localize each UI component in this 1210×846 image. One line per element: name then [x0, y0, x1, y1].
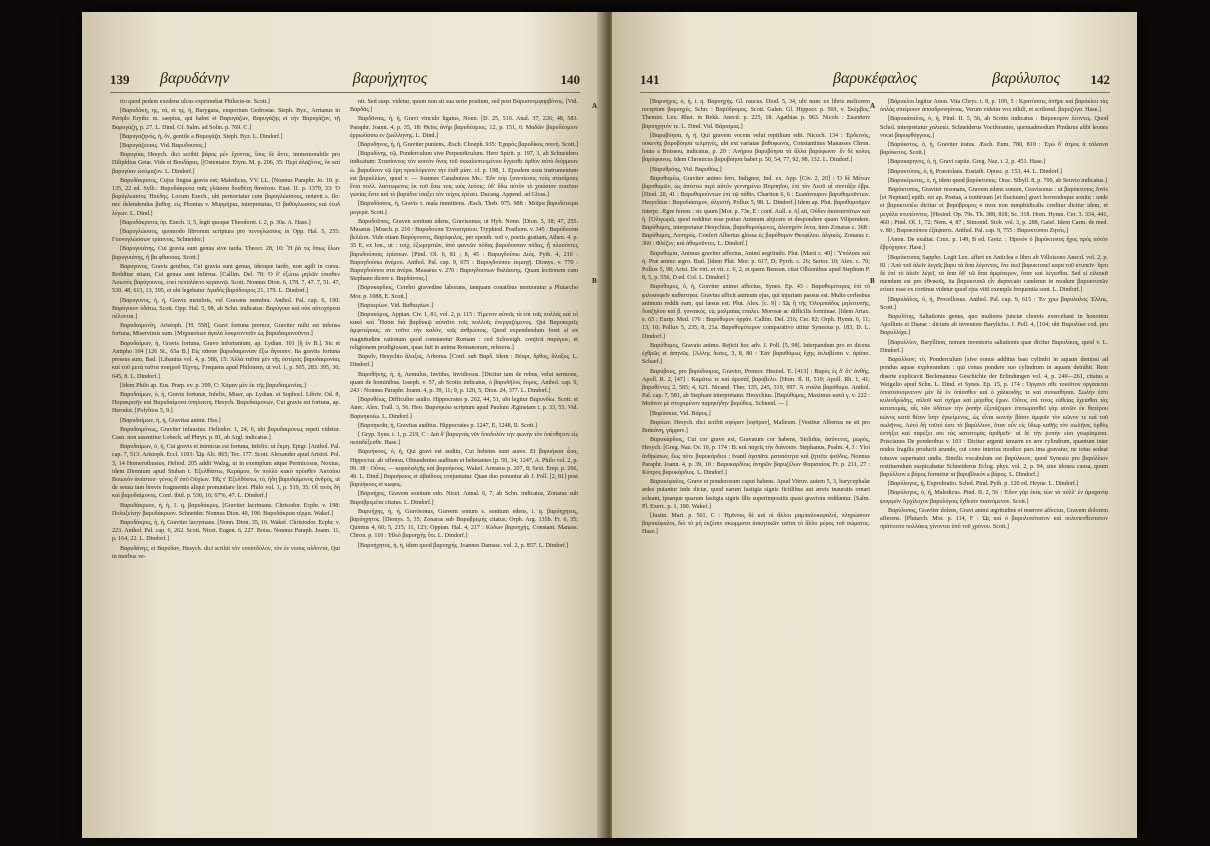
dictionary-entry: [Βαρυκάναλος, ὁ, ἡ, Pind. II. 5, 56, ab Scotto indicatus : Βαρυκομπν λέοντες. Quod Schol. interpretatur χαλαπέι. Schneiderus Vociferantes, quemadmodum Pindarus alibi leones vocat βαρυφθόγγους.] — [880, 116, 1108, 139]
dictionary-entry: Βαρυδάκρυς, ἡ, ἡ, Graviter lacrymans. [Nonn. Dion. 35, 16. Wakef. Christodor. Ecphr. v. 223. Anthol. Pal. cap. 6, 262. Scott. Nicet. Eugen. 6, 227. Boiss. Nonnus Paraph. Joann. 11, p. 164, 22. L. Dindorf.] — [112, 519, 340, 543]
running-head-word: βαρυήχητος — [352, 70, 428, 87]
dictionary-entry: Βαρυδαιμονίη, Aristoph. [Ἡ. 558], Gravi fortuna premor, Graviter mihi est infensa fortuna, Miservimis sum. [Μηρικοὺων ἀγαλὰ λυκμτοντοῦν ὡς βαρυδαιμονοῦντα.] — [112, 323, 340, 338]
right-page — [612, 12, 1132, 838]
margin-marker: B — [870, 277, 875, 285]
margin-marker: B — [592, 277, 597, 285]
dictionary-entry: [Βαρυγαζηνός, ἡ, ὄν, gentile a Βαρυγάζα. Steph. Byz. L. Dindorf.] — [120, 133, 283, 140]
dictionary-entry: Βαρυδοῦπος, Graven sonitum edens, Gravisonus; ut Hyb. Nonn. [Dion. 5, 38; 47, 255. Musæus. [Musch. p. 216 : Βαρυδουπα Ἐννοσιγαίου. Tryphiod. Posthom. v. 345 : Βαρύδουπα βελέεσι. Vide etiam Βαρύγουνος, Βαρύφολος, per epenth. τοῦ ν, poetis gratiam, Athen. 4. p. 35 E, ex Ion., ut : τοίχ, ἐξωμηστῶν, ἀπὸ φαντῶν πόδας βαρυδουπαν πόδας, ᾗ πλυσόντες βαρυδούπους ἐρίσσων. [Pind. Ol. 6, 81 ; 8, 45 : Βαρυγδούπω Διός. Pyth. 4, 210 : Βαρυγδούπω ἀνέμου. Anthol. Pal. cap. 9, 675 : Βαρυγδούπου ἐκμαγῇ. Dionys. v. 770 : Βαρυγδούπου στα ἀνέρα. Musaeus v. 270 : Βαρυγδουπων θαλάσσης. Quam lectionem cum Stephano dicere ε. Βαρδάνους.] — [350, 218, 578, 283]
dictionary-entry: Βαρυήκοος, ὁ, ἡ, Qui gravi est auditu, Cui hebetes sunt aures. Et βαρυήκοα ὦτα, Hippocrat. ab offensu, Obtundentes auditum et hebetantes [p. 50, 34; 1247, A. Philo vol. 2, p. 99. 38 : Οὖτος — κεφαλαλγῆς καὶ βαρυήκοος. Wakef. Aretæus p. 207, 8; Sext. Emp. p. 266, 49. L. Dind.] Βαρυήκοος et ἀβαίδους conjuntatur. Quae duo ponuntur ab J. Poll. [2, 81] post βαρυήκοος et κωφος. — [350, 449, 578, 489]
running-head-word: βαρυδάνην — [160, 70, 230, 87]
running-head-word: βαρύλυπος — [992, 70, 1060, 87]
dictionary-entry: [Βαρυδίνης, τῷ, Ponderculum sive Perpendiculum. Hero Spirit. p. 197, 3, ab Schneidero indicatum: Στασίοντος τὸν κοινὸν ὄνος τοῦ ἐκκαλυπτειμένου ἔγγεσθε ἀρθὸν αὐτὸ διόρμουν ὡ. βαρυδινον τῷ ἐρη προελόμενον τὴν ἐπίθ μίαν. cf. p. 198, 1. Ejusdem usus instrumentum est βαρυλλίων, quod v. — Joannes Canabutzes Ms.: Ἐδν πόρ ξυνεπίεσος τοὺς στασίμους ἕναι πολλ. λαπτωμενος ἐκ τοῦ ἔσω τοις ιοὺς λεόοις: ὑδ' ὕδω αὐτὸν τὸ χοιόσιον ποιεῖται γωνίας ἔστε καὶ τὸ βαρύδνε ἰσαξει τὸν τείχος ἐρέσει. Ducang. Append. ad Gloss.] — [350, 151, 578, 199]
dictionary-entry: [Βαρυγυνος, ἡ, ἡ, Gravis membris, vel Gravans membra. Anthol. Pal. cap. 6, 190: Βαρύγυιον ὑδάτω, Scott. Opp. Hal. 5, 98, ab Schn. indicatus: Βαρύγυια καὶ οὐκ αὐτοχόρεια πέλονται.] — [112, 297, 340, 321]
margin-marker: A — [592, 102, 598, 110]
dictionary-entry: [Βαρύκοτος, ὁ, ἡ, Graviter iratus. Æsch. Eum. 780, 810 : Ἐγὼ δ' ἀτμος ἁ τάλαινα βαρύκοτος. Scott.] — [880, 142, 1108, 157]
dictionary-entry: [Βαρυήχητος, ἡ, ἡ, idem quod βαρυηχής. Joannes Damasc. vol. 2, p. 857. L. Dindorf.] — [358, 542, 569, 549]
dictionary-entry: Βαρυγύας Hesych. dici scribit βάρος μὲν ἔχοντας, ἴσος δὲ ἄντε, immemorabile pro Diliphlius Getæ. Vide et Βουδάρας. [|Ostentator. Etym. M. p. 206, 35: Περὶ ἀλαζόνος, ὅν καὶ βαρυγύαν ώνόμαζον. L. Dindorf.] — [112, 152, 340, 175]
dictionary-entry: Βαρυδαιμόνως, Graviter infaustus. Heliodor. 1, 24, 6, ubi βαρυδαιμόνως repeti videtur. Casn. non assentitur Lobeck. ad Phryn. p. 81, ab Argl. indicatus.] — [112, 426, 340, 441]
dictionary-entry: Βαρυκάρδιος, Cui cor grave est, Gravatum cor habens, Stolidus, ἀσύνετος, μωρὸς, Hesych. [Greg. Naz. Or. 10, p. 174 : Β. καὶ παχεῖς τὴν διάνοιαν. Stephanus, Psalm. 4, 3 : Υἱοὶ ἀνθρώπων, ἕως πότε βαρυκάρδιοι ; Ivantl ἀγαπᾶτε ματαιότητα καὶ ζητεῖτε ψεῦδος. Nonnus Paraphr. Joann. 4, p. 39, 10 : Βαρυκαρδίοις ἀνηρῶν βαρυζέλων Φαρισαίοις Fr. p. 211, 27 : Κύπρος βαρυκάρδιος. L. Dindorf.] — [642, 437, 870, 476]
dictionary-entry: [Βαρύλογος, ἡ, Exprobratio. Schol. Pind. Pyth. p. 120 ed. Heyne. L. Dindorf.] — [888, 481, 1079, 488]
page-number: 141 — [640, 72, 660, 87]
right-page-column-1 — [642, 98, 870, 808]
dictionary-entry: [Βαρυκέρωτες, ὁ, ἡ, idem quod βαρύκτυπος. Orac. Sibyll. 8, p. 700, ab Seuvio indicatus.] — [888, 177, 1107, 184]
dictionary-entry: Βαρυήχης, ἡ, ἡ, Gravisonus, Gravem sonum s. sonitum edens, i. q. βαρύηχητος, βαρύηχητος. [Dionys. 5, 35; Zonaras sub Βαρυβρεμής citatus; Orph. Arg. 135b. Fr. 6, 35; Quintus 4, 60; 5, 215; 11, 123; Oppian. Hal. 4, 217 : Κύδων βαρυηχής. Constant. Manass. Chron. p. 110 : Ἠλιὸ βαρυηχὴς ὅτι. L. Dindorf.] — [350, 508, 578, 540]
dictionary-entry: [Βαρυβόησα, ἡ, ἡ, Qui gravem vocem velut reptilium edit. Nicoch. 134 : Ἐρδεινός, οὐκενὴς βαρυβόησα τελμηνές, ubi ext variatas βαθυφωνός. Constantinus Manasses Chron. louto a Boissou, indicatus, p. 20 : Ἀνήρου βαρυβόησα τὰ ἄλλα βαρύφωνα· ἔν δὲ κόλος βαρύφοινος. Idem Chronicus βαρυβόησα habet p. 50, 54, 77, 92, 98, 132. L. Dindorf.] — [642, 132, 870, 164]
dictionary-entry: [Βαρυγλώσσος, quomodo librorum scriptura pro πενυγλώσσος in Opp. Hal. 5, 255: Γουνυγλώσσων τρίαινοις. Schneider.] — [112, 229, 340, 244]
dictionary-entry: Βαρύλλιον, τὸ, Ponderculum [sive eonus additus basi cylindri in aquam demissi ad pondus aquae explorandum : qui conus pondere suo cylindrum in aquam deträhit. Rem diserte explicavit Beckmannus Geschichte der Erfindungen vol. 4, p. 240—261, citatus a Weigelio apud Schn. L. Dind. et Synes. Ep. 15, p. 174 : Ὀργανο σθε τοιοῦτον οργασεται ὁποσεσοσμνενον μὲν δὲ ἐν ὀπίσσθεν καὶ ὁ χάλκοιδής τε καὶ συνκαθήσαι. Σωλήν ἐστι κυλινδρώδης, αὐλοῦ καὶ σχήμα καὶ μέγεθος ἔχων. Οὗτος ἐπὶ τινος εὐθείας ἔχεισθαι τὰς κατατομάς, αἷς τῶν ὑδάτων τὴν ῥοπὴν ἐξετάζομεν ἐπιπωμασθεῖ γὰρ αὐτῶν ἐκ θατέρου κώνος κατὰ θέσιν ἴσην ἐγκείμενος, ὡς εἶναι κοινὴν βάσιν ἀμφοῖν τὸν κῶνον τε καὶ τοῦ σωλῆνος. Αὐτὸ δὴ τοῦτό ἐστι τὸ βαρύλλιον, ὅταν οὖν εἰς ὕδωρ καθῇς τὸν σωλῆνα, ὀρθὸς ἑστήξει καὶ παρέξει σοι τὰς κατατομὰς ἀριθμεῖν· αἱ δὲ τὴν ῥοπὴν εἰσι γνωρίσματα. Priscianus De ponderibus v. 103 : Dicitur argenti tenuem ex ære cylindrum, quantum inter nodos fragilis producit arundo, cui cono interius modico pars ima gravatur, ne totus sedeat totusve supernatet undis. Similis vocabulum est βαρύλκιον, quod Synesio pro βαρύλλιον restituendum suspicabatur Schneiderus Eclog. phys. vol. 2, p. 94, sine idonea causa, quum βαρύλλιον a βάρος formetur ut βαρυβλικόν a βάρος. L. Dindorf.] — [880, 357, 1108, 478]
dictionary-entry: Βαρύθυμος, ὁ, ἡ, Graviter animo affectus, Synes. Ep. 43 : Βαρυθυμότερος ἐπὶ τὸ φιλοσοφεῖν καθιστηκα. Gravius afficit animum ejus, qui injuriam passus est. Multo cerlesbus animum reddit eam, qui læsus est. Plut. Alex. [c. 9] : Ὡς ἢ τῆς Ὀλυμπιάδος μηλοτυπῆς, δυσζηλου καὶ β. γυναικός. εἰς μαλμαίας επαλει. Morosæ ac difficilis forminae. [Idem Artax. e. 65 ; Eurip. Med. 176 : Βαρύθυμον ὀργάν. Callim. Del. 216; Cer. 82; Orph. Hymn. 6, 11; 13, 10; Pollux 5, 235; 8, 21a. Βαρυθυμότερον comparativo utitur Synesius p. 183, D. L. Dindorf.] — [642, 284, 870, 340]
dictionary-entry: [Βαρυθέως, Difficulter audio. Hippocrates p. 262, 44, 51, ubi legitur Βαρυνδίω. Scott. et Anec. Alex. Trall. 3, 56. Heo. Βαρυηκόω scriptum apud Paulum Æginetam t. p. 33, 55. Vid. Βαρυηκοέω. L. Dindorf.] — [350, 397, 578, 420]
dictionary-entry: [Βαρυδαίμων, ἡ, ἡ, Gravitas animi. Hes.] — [120, 417, 221, 424]
dictionary-entry: Βαρύθυμος, Gravato animo. Rejicit hoc adv. J. Poll. [5, 98]. Interpandum pro eo dicens ἐχθρῶς et ἀπηνῶς. [Άλλης δεσες, 3, 8, 80 : Ἐάν βαρυθύμως ἔχῃς ἐκλαβέσαι ν. ἀράπο. Schaef.] — [642, 342, 870, 366]
left-page-column-2 — [350, 98, 578, 808]
dictionary-entry: [Βαρυγυιάτης, Cui gravia sunt genua sive tarda. Theocr. 28, 10: Ἦ ῥά τις ὅπως ἔλων βαρυγυιάτης, ἢ βα φθαοσας. Scott.] — [112, 246, 340, 261]
dictionary-entry: Βαρυθυμέω, Graviter animo fero, Indignor, Ind. ex. App. [Civ. 2, 20] : Ὁ δὲ Μέτων βαρυθυμῶν, ὡς ἀπέστω περὶ αὐτὸν γεννημένω Πομπηΐου, ἐπὶ τὸν Λεοῦ αἶ συντάξα ἐβρι. [Diod. 20, 41 : Βαρυθυμούντων ἐπὶ τῷ πάθει. Chariton 6, 6 : Σωσάνουρον βαρυθυμοῦντων. Hesychius : Βαρυδιάσιμον, ἀλγιστή. Pollux 5, 98. L. Dindorf.] Idem ap. Plut. βαρυθυμοῦμεν interpr. Ægre ferens : sic quum [Mor. p. 73e, E : conf. Aull. e. 6] ait, Οὐδεν ἀκαταστάτων καὶ ἡ. [Ὀλιγωρῶ, quod redditur esse potius Animum abjicere et despondere quam Vilipendere. Βαρύθυμος, interpretatur Hesychius, βαρυθυμούμενος, ἀλυπηρὸν ὄντα, item Zonaras c. 368 : Βαρύθυμος, Λυπηρὸς. Confert Albertus glossa ἐς βαρύθυμον Θεοφίλου. ἀλγικός. Zonaras c. 360 : Φλέζεν, καὶ ἀθυμοῦντες. L. Dindorf.] — [642, 175, 870, 248]
page-number: 139 — [110, 72, 130, 87]
dictionary-entry: [Βαρυκαρδιος, Cerebri gravedine laborans, tanquam conatibus memoratur a Plutarcho Mor. p. 1088, E. Scott.] — [350, 285, 578, 300]
dictionary-entry: Βαρυλίτης, Saltationis genus, quo mulieres junctæ choreis exercebant in honorem Apollinis et Dianæ : dictum ab inventore Barylicho. J. Poll. 4, [104; ubi Βαρυλίκα cod. pro Βαρυλλίχα.] — [880, 314, 1108, 337]
dictionary-entry: [Βάρυκλοι legitur Anon. Vita Chrys. t. 8, p. 109, 5 : Κρατύσσες ἀπῆρε καὶ βαρύκλοι τὰς ὁπλὰς σπείροιον ἀποσδρονηάνιας. Verum videtur vox nihili, et scribend. βαρυζύγα. Hase.] — [880, 99, 1108, 114]
left-page — [82, 12, 602, 838]
dictionary-entry: [Βαρυδόσαος, ἡ, Gravis τ. mala immittens. Æsch. Theb. 975. 988 : Μοῖρα βαρυδότειρα μογερά. Scott.] — [350, 201, 578, 216]
dictionary-entry: [Justin. Mart. p. 561, C : Ἡμῖνους δὲ καὶ οἱ ἄλλοι μαμπαλοκεφαλοί, πληρώσουν βαρυκέφαλοι, διὸ τὸ μὴ ἐκζέσιν σκωμματα ἀσκητικῶν ταῦτα τὸ ἄλλο μέρος τοῦ σώματος. Hase.] — [642, 512, 870, 536]
dictionary-entry: [ Gryp. Syns. t. 1, p. 219, C : Διὰ δ' βαρυγνάς νῦν ὅποδολόν τὴν φωνὴν τὸν ὀπένθητον εἰς πεπαδέξεσθε. Hase.] — [350, 431, 578, 447]
left-page-column-1 — [112, 98, 340, 808]
dictionary-entry: Βαρύβους, pro βαρύδουμος, Gravior, Premor. Hesiod. Ἐ. [413] : Βαρὺς ἐς δ' ὅτ' ἀνθής. Apoll. R. 2, [47] : Καμάτω τε καὶ ἀρεσάξ βαρύβελο. [Hom. Il. II, 519; Apoll. Rh. 1, 41; βαρυθέντες 2, 585; 4, 621. Nicand. Ther. 135, 245, 319, 997. Ἀ στάλα βαρύθυμα. Anthol. Pal. cap. 7, 581, ab Stephani interpretatur. Hesychius. [Βαρύθυμος, Maximus κατά γ. v. 222 : Μοῦνον μὲ στοχαμένον παρηκήδην βαρύθεις. Schneid. — ] — [642, 368, 870, 408]
dictionary-entry: [Βαρυθρόης, Vid. Βαρυθόις.] — [650, 166, 722, 173]
dictionary-entry: [Βαρυδηνος, ἡ, ἡ, Graviter puniens, Æsch. Choeph. 935: Ἐχαρὸς βαρυδίκος ποινή. Scott.] — [358, 142, 578, 149]
dictionary-entry: Βαρύκτυπος, Graviter resonans, Gravem edens sonum, Gravisonus : ut βαρύκτυπος Jovis [et Neptuni] epith. est ap. Poetas, a tonitruum [et fluctuum] gravi horrendoque sonitu : unde et βαρυκτυπέω dicitur et βαρύβρομος e mox non mmphidicalis creditur dicitur idem, et μεγάλα κτυπέοντος. [Hesiod. Op. 79s. Th. 388, 818; Sc. 318. Hom. Hymn. Cer. 3. 334, 441, 460 ; Pind. Ol. 1, 72; Nem. 4, 87 ; Simonid. Stob. vol. 3, p. 288, Gaisf. Idem Carm. de med. v. 80 ; Βαρυκτύπου ἐξάψαστι. Anthol. Pal. cap. 9, 755 : Βαρυκτύπου Ζηνός.] — [880, 187, 1108, 235]
dictionary-entry: [Βαρύσκια, Vid. Βάρυς.] — [650, 410, 711, 417]
margin-marker: A — [870, 102, 876, 110]
dictionary-entry: [Βαρυδάκρυτος ὀρ. Ezech. 3, 5, legit quoque Theodoret. t. 2, p. 30a. A. Hase.] — [120, 219, 311, 226]
dictionary-entry: [Βαρυλάλος, ὁ, ἡ, Procellosus. Anthol. Pal. cap. 9, 615 : Ἐν χρω βαρυλαλος Ἑλλας. Scott.] — [880, 296, 1108, 311]
dictionary-entry: [Βαρύλογος, ὁ, ἡ, Maledicus. Pind. II. 2, 56 : Ἐδον γὰρ ἐκὰς ἐὼν τὰ πόλλ' ἐν ἀμαχανίᾳ ψογερὸν Ἀρχίλοχον βαρυλόγοις ἔχθεσιν πιαινόμενον. Scott.] — [880, 490, 1108, 505]
dictionary-entry: Βαρυθήκης, ἡ, ἡ, Aemulus, Invidus, Invidiosus. [Dicitur tam de rebus, velut sermone, quam de hominibus. Ioseph. v. 57, ab Scotto indicatus, ὁ βαρυδῆλος δομος. Anthol. cap. 9, 243 : Nonnus Paraphr. Joann. 4, p. 39, 11; 9, p. 120, 5; Dion. 24, 377. L. Dindorf.] — [350, 371, 578, 394]
dictionary-entry: Βαρυδάκρυον, ἡ, ἡ, 1. q. βαρυδάκρυς. [Graviter lacrimans. Chrisodor. Ecphr. v. 198: Πολυξείνην βαρυδάκρυον. Schneider. Nonnus Dion. 40, 196: Βαρυδάκρυα τέρμα. Wakef.] — [112, 502, 340, 517]
dictionary-entry: [Βαρυκύμος, Appian. Civ. 1, 81, vol. 2, p. 115 : Τίμενον αὐτοῖς τὰ ἐπὶ τοῖς πολλάς καὶ τὸ κακὸ καὶ Ἦσσα διὰ βαρδυκῷ αὐταῖτο τοῖς πολλοῖς ἐνεργαζόμενος. Qui Βαρυκερεῖς ἀμφοτέρους. αν τοῦτο τὴν καλὸν, τοῖς ἀνθρώποις. Quod expendendum foret si ex magnitudine rationum quod constaretur Romam : ced Schweigh. conjicit παρέγων, et religionem prodigiosam, quae fuit in anima Romanorum, referens.] — [350, 312, 578, 351]
right-page-column-2 — [880, 98, 1108, 808]
running-head-word: βαρυκέφαλος — [832, 70, 918, 87]
dictionary-entry: rio quod pedem exedens ulcus exprimebat Philocte-te. Scott.] — [120, 99, 270, 105]
dictionary-entry: [Βαρυήχος, ὁ, ἡ, i. q. Βαρυηχής. Gl. raucus. Diod. 5, 34, ubi nunc ex libris meliorem receptum βαρυηχές. Schn. : Βαρύδρομος. Scott. Galen. Gl. Hippocr. p. 569, v. Σκέμβος. Themist. Lex. Rhet. in Bekk. Anecd. p. 225, 18. Agathias p. 963. Nicols : Σιωπᾶσιν βαρυηχητόν τε. L. Dind. Vid. Βάρισμας.] — [642, 99, 870, 130]
dictionary-entry: Βαρυθυμία, Animus graviter affectus, Animi aegritudo. Plut. [Marii c. 40] : Ὑπόλυσε καὶ ἡ. Præ animo ægro. Bud. [Idem Plut. Mor. p. 617, D; Pyrrh. c. 26; Sertor. 10; Alex. c. 70; Pollux 5, 98; Arist. De virt. et vit. c. 6, 2, et quem Benson. citat Olbionibus apud Stephum P. 8, 5, p. 556, D ed. Col. L. Dindorf.] — [642, 250, 870, 282]
dictionary-entry: Βαρυδάκρυτος, Cujus lingua gravis est; Maledicus, VV. LL. [Nonnus Paraphr. Jo. 10. p. 135, 22 ed. Sylb.: Βαρυδάκρυτα παῖς γλῶσσα δυσθέτη θανάτου. Eust. II. p. 1379, 33: Ὁ βαρύγλωσσος Ἠπέδης. Locum Ezech., ubi pernoctatur cum βαρυγλώσσους, notavit s. Ilo: nec delendendus βαθυχ. είς Phonius v. Μυρμήρια, interpretatus, Ὁ βαθύγλωσσος καὶ ἐτυδ λέγων. L. Dind.] — [112, 177, 340, 217]
dictionary-entry: [Idem Philo ap. Eus. Præp. ev. p. 399, C: Χάραν μὲν ἐκ τῆς βαρυδαιμονίας.] — [120, 382, 306, 389]
dictionary-entry: Βαρυΐν, Hesychio ἄλαξος, Arborea. [Conf. sub Βαρδ. Idem : Βέαρι, δρθος, ἄλαξος. L. Dindorf.] — [350, 354, 578, 369]
dictionary-entry: Βαρυγυνος, Gravis genibus, Cui gravia sunt genua, ideoque tardo, non agili in cursu. Redditur etiam, Cui genua sunt infirma. [Callim. Del. 78: Ὁ δ' ἐξώτω μηλῶν ἐπισθεν Ἀσωπὸς βαρύγουνος, ἐπεί πεπαλάκτο κεραυνῷ. Scott. Nonnus Dion. 6, 178. 7, 47. 7, 51. 47, 530. 48, 613, 13, 395, et ubi legebatur Αγαδός βαρύδουρος 21, 179. L. Dindorf.] — [112, 263, 340, 295]
page-number: 142 — [1090, 72, 1110, 87]
page-number: 140 — [560, 72, 580, 87]
dictionary-entry: [Βαρυκτύπος, ὁ, ἡ, Præstolans. Eustath. Opusc. p. 153, 44. L. Dindorf.] — [888, 168, 1063, 175]
dictionary-entry: [Anon. De exaltat. Crux. p. 149, B ed. Gretz. : Ἠρινόν ὁ βαρύκτυπος ἤχος πρὸς αὐτὸν ἔβρόχησεν. Hase.] — [880, 237, 1108, 252]
dictionary-entry: nit. Sed susp. videtur, quum non sit sua serie positum, sed post Βαρυσυνμφαρβόνος. [Vid. Βαρδᾶς.] — [350, 99, 578, 114]
dictionary-entry: [Βαρυκαρηνος, ὁ, ἡ, Gravi capite. Greg. Naz. t. 2, p. 451. Hase.] — [888, 159, 1046, 166]
dictionary-entry: [Βαρυηκοΐα, ἡ, Gravitas auditus. Hippocrates p. 1247, E, 1248, II. Scott.] — [358, 422, 537, 429]
right-page-header — [640, 70, 1110, 93]
dictionary-entry: Βαρυδαίμων, ὁ, ἡ, Gravis fortunæ, Infelix, Miser, ap. Lydian. et Sophocl. Libriv. Od. 8, Παρακριτῆν καὶ Βαρυδαίμονα ὑπηλεκτη. Hesych. Βαρυδαιμονων, Cui gravis est fortuna, ap. Herodot. [Polybios 5, 9.] — [112, 391, 340, 415]
dictionary-entry: [Βαρυδάκη, ης, τά, et ης, ή, Barygaza, emporium Gedrosiæ. Steph. Byz., Arrianus in Periplo Erythr. m. saepius, qui habet et Βαρυγάζων, Βαρυγάζης et τὴν Βαρυγάζαν, τῇ Βαρυγάζῃ, p. 27. L. Dind. Cf. Salm. ad Solin. p. 769. C.] — [112, 108, 340, 131]
dictionary-entry: [Βαρυήχος, Gravem sonitum edo. Nicet. Annal. 6, 7, ab Schn. indicatus, Zonaras sub Βαρυβρεμέτα citatus. L. Dindorf.] — [350, 491, 578, 506]
dictionary-entry: [Βαρυγάζουσις. Vid. Βαρυδουπος.] — [120, 143, 207, 150]
left-page-header — [110, 70, 580, 93]
dictionary-entry: Βαρύλυπος, Graviter dolens, Gravi animi ægritudine et mœrore affectus, Gravem dolorem afferens. [Plutarch. Mor. p. 114, F : Ὡς καὶ ὁ βαρυλυπότατον καὶ πολυπενθέστατον πράττοιτο πολλάκις γίνονται ὑπὸ τοῦ χρόνου. Scott.] — [880, 507, 1108, 531]
dictionary-entry: [Βαρύκτυπος Sappho. Legit Lex. affert ex Anticlea e libro ab Villoisono Anecd. vol. 2, p. 81 : Ἀπὸ τοῦ ἀλεῖν λεγεῖς βαρυ τὰ ἄπα λέγοντος, ὅτε ἐκεῖ βαρυκτυπεῖ καρα τοῦ κτυπεῖν· ἄρτι δὲ ἐπὶ τὸ ἀλεῖν λέγεῖ, τὰ ἄπα ὄδ' τῶ ἄπα ἀμφότερον, ὅταν καὶ λέγεσθαι. Sed si εἰλοικᾶ mendum est pro ἐθνικοῖς, ita βαρυκτυπῶ εἶν deprecato candemn in modum βαρυκτυπῶν ετίαιν esse ex cortinus videtur quod ejus vitii exempla frequentia sunt. L. Dindorf.] — [880, 254, 1108, 294]
dictionary-entry: Βαρύων. Hesych. dici scribit σφύραν [σφῦραν], Malleum. [Vestitur Albertus ne sit pro Βαϊκάνη, γάμραν.] — [642, 419, 870, 434]
dictionary-entry: [Βαρυλλίον, Barylliion, nomen inventoris saltationis quæ dicitur Βαρυλίκος, quod v. L. Dindorf.] — [880, 339, 1108, 354]
book-spread — [82, 12, 1137, 838]
dictionary-entry: Βαρδᾶναις, ἡ, ἡ, Gravi vinculo ligatus, Nonn. [D. 25, 510. Anal. 37, 226; 48, 583. Paraphr. Joann. 4, p. 35, 18: Θεῖος ἀνὴρ βαρυδέσμιος. 12, p. 151, 6: Μαδῶν βαρυδέσμιον ἐρρωλίσσω εν ζωέλληνης. L. Dind.] — [350, 116, 578, 139]
dictionary-entry: Βαρυδαίμων, ἡ, Gravis fortuna, Gravo infortunium, ap. Lydian. 101 [ἢ ἐν Β.]. Sic et Antipho 104 [126 St., 65a B.] Εἰς πᾶσαν βαρυδαιμονίαν ἔξω ἄγουσιν. Ita graviis fortuna pressus sum, Bad. [Libanius vol. 4, p. 586, 15: Ἀλλὰ ταῦτα μὲν τῆς ὑστέρας βαρυδαιμονίας καὶ τοῦ μετὰ ταῦτα ποιηροῦ Τέχνης. Frequens apud Philonem, ut vol. 1, p. 505, 283. 395, 36; 645, 8. L. Dindorf.] — [112, 340, 340, 380]
dictionary-entry: Βαρυδάνης, et Βαρύδαν, Hesych. dici scribit τὸν νοουτδόλον, τὸν ἐν νοσος αλδοντα, Qui in morbus ve- — [112, 545, 340, 560]
dictionary-entry: Βαρυδαίμων, ὁ, ἡ, Cui gravis et inimicus est fortuna, Infelix: ut ἔκμη. Epigr. [Anthol. Pal. cap. 7, 513: Aristoph. Eccl. 1103: Ὦμ Alc. 865; Tec. 177. Scott. Alexander apud Aristot. Pol. 3, 14 Homerotbusius, Heliod. 205 addit Walzg, ut in exemplum atque Permicosus, Noxius, idem Diomium apud Stuban t. Ἐξελθάστω, Κεράμου, ὃν πολλὸ κακὸ πρὸσθεν Ἀκταίου Βοιωτόν ἀνάστου· γένος δ' ὑπὸ Οὐχίων. Ἠΐς τ' Ἐξελθόστω, τὸ, ἢδη βαρυδαίμονος ἀνδρὸς, ut de sensu tam brevis fragmentis aliqui pronuntiare licet. Philo vol. 1, p. 519, 35: Οἷ τινὸς δὴ καὶ βαρυδαίμονος. Conf. ibid. p. 530, 16; 67%, 47. L. Dindorf.] — [112, 444, 340, 500]
dictionary-entry: [Βαρυερίων. Vid. Βαθυερίων.] — [358, 302, 433, 309]
dictionary-entry: Βαρυκέφαλος, Grave et ponderosum caput habens. Apud Vitruv. autem 5, 3, barycephalæ ædes putantur inde dictæ, quod earum fastigia signis fictilibus aut æreis inauratis ornari soleant, ipsæque quarum fastigia signis illis superimpositis quasi graviora reddantur. [Salm. Pl. Exerc. p. 1, 190. Wakef.] — [642, 479, 870, 510]
